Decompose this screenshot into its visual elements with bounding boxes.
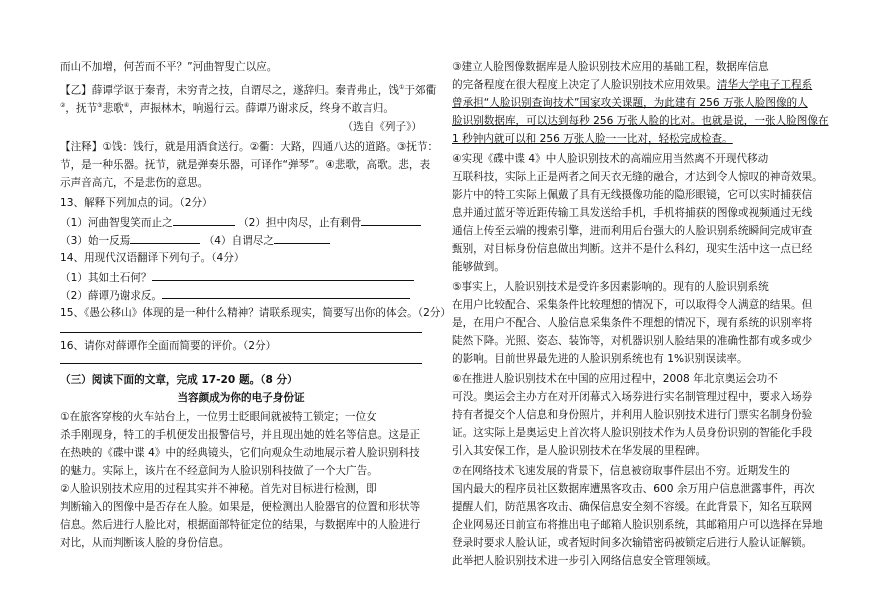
- question-item: （2）担中肉尽，止有剩骨: [238, 217, 362, 229]
- text-line: 示声音高亢，不是悲伤的意思。: [60, 177, 209, 189]
- text-span: 【乙】薛谭学讴于秦青，未穷青之技，自谓尽之，遂辞归。秦青弗止，饯: [60, 84, 399, 97]
- text-line: 在热映的《碟中谍 4》中的经典镜头，它们向观众生动地展示着人脸识别科技: [60, 447, 420, 459]
- text-line: 提醒人们，防范黑客攻击、确保信息安全刻不容缓。在此背景下，知名互联网: [452, 501, 813, 513]
- answer-blank[interactable]: [162, 287, 410, 299]
- underlined-line: 曾承担“人脸识别查询技术”国家攻关课题，为此建有 256 万张人脸图像的人: [452, 97, 808, 109]
- text-line: 引入其安保工作，是人脸识别技术在华发展的里程碑。: [452, 445, 707, 457]
- source-note: （选自《列子》）: [342, 121, 422, 133]
- text-line: 而山不加增，何苦而不平？”河曲智叟亡以应。: [60, 61, 278, 73]
- text-line: 甄别，对目标身份信息做出判断。这并不是什么科幻，现实生活中这一点已经: [452, 243, 813, 255]
- answer-blank[interactable]: [130, 232, 200, 244]
- text-line: 信息。然后进行人脸比对，根据面部特征定位的结果，与数据库中的人脸进行: [60, 519, 421, 531]
- text-line: 可没。奥运会主办方在对开闭幕式入场券进行实名制管理过程中，要求入场券: [452, 391, 813, 403]
- question-item: （2）薛谭乃谢求反。: [60, 290, 163, 302]
- text-line: 互联科技，实际上正是两者之间天衣无缝的融合，才达到令人惊叹的神奇效果。: [452, 171, 823, 183]
- text-line: 此举把人脸识别技术进一步引入网络信息安全管理领域。: [452, 555, 717, 567]
- answer-blank[interactable]: [361, 214, 421, 226]
- text-line: 陡然下降。光照、姿态、装饰等，对机器识别人脸结果的准确性都有或多或少: [452, 335, 813, 347]
- text-line: 登录时要求人脸认证，或者短时间多次输错密码被锁定后进行人脸认证解锁。: [452, 537, 813, 549]
- text-line: 国内最大的程序员社区数据库遭黑客攻击、600 余万用户信息泄露事件，再次: [452, 483, 815, 495]
- text-line: 判断输入的图像中是否存在人脸。如果是，便检测出人脸器官的位置和形状等: [60, 501, 421, 513]
- footnote-mark: ④: [123, 102, 130, 109]
- text-line: [452, 78, 814, 92]
- text-line: [60, 99, 422, 116]
- footnote-mark: ②: [60, 102, 66, 109]
- text-line: 通信上传至云端的搜索引擎，进而利用后台强大的人脸识别系统瞬间完成审查: [452, 225, 813, 237]
- answer-blank[interactable]: [152, 269, 414, 281]
- question-item: （1）河曲智叟笑而止之: [60, 217, 173, 229]
- text-line: 持有者提交个人信息和身份照片，并利用人脸识别技术进行门票实名制身份验: [452, 409, 813, 421]
- answer-line[interactable]: [60, 332, 422, 333]
- text-line: 杀手刚现身，特工的手机便发出报警信号，并且现出她的姓名等信息。这是正: [60, 429, 421, 441]
- question-14-row: [60, 269, 422, 285]
- text-span: 于郊衢: [404, 84, 437, 97]
- text-span: 悲歌: [102, 102, 124, 115]
- text-line: ②人脸识别技术应用的过程其实并不神秘。首先对目标进行检测，即: [60, 483, 377, 495]
- text-line: ⑤事实上，人脸识别技术是受许多因素影响的。现有的人脸识别系统: [452, 281, 769, 293]
- question-13-row: [60, 232, 422, 248]
- section-heading: （三）阅读下面的文章，完成 17-20 题。（8 分）: [60, 374, 298, 386]
- text-line: 的影响。目前世界最先进的人脸识别系统也有 1%识别误读率。: [452, 353, 748, 365]
- article-title: 当容颜成为你的电子身份证: [177, 392, 305, 404]
- question-14-row: [60, 287, 422, 303]
- answer-line[interactable]: [60, 363, 422, 364]
- underlined-text: 清华大学电子工程系: [716, 79, 813, 91]
- text-line: 对比，从而判断该人脸的身份信息。: [60, 537, 230, 549]
- text-line: 【注释】①饯：饯行，就是用酒食送行。②衢：大路，四通八达的道路。③抚节：: [60, 141, 439, 153]
- text-line: [60, 81, 437, 98]
- text-line: 证。这实际上是奥运史上首次将人脸识别技术作为人员身份识别的智能化手段: [452, 427, 813, 439]
- answer-blank[interactable]: [274, 232, 330, 244]
- question-14: 14、用现代汉语翻译下列句子。（4分）: [60, 252, 245, 264]
- text-line: ③建立人脸图像数据库是人脸识别技术应用的基础工程，数据库信息: [452, 61, 769, 73]
- underlined-line: 脸识别数据库，可以达到每秒 256 万张人脸的比对。也就是说，一张人脸图像在: [452, 115, 829, 127]
- text-line: 能够做到。: [452, 261, 505, 273]
- answer-blank[interactable]: [173, 214, 235, 226]
- underlined-line: 1 秒钟内就可以和 256 万张人脸一一比对，轻松完成检查。: [452, 133, 733, 145]
- text-line: 影片中的特工实际上佩戴了具有无线摄像功能的隐形眼镜，它可以实时捕获信: [452, 189, 813, 201]
- question-item: （4）自谓尽之: [203, 235, 274, 247]
- question-15: 15、《愚公移山》体现的是一种什么精神？请联系现实，简要写出你的体会。（2分）: [60, 307, 451, 319]
- text-line: ①在旅客穿梭的火车站台上，一位男士眨眼间就被特工锁定；一位女: [60, 411, 377, 423]
- text-line: 节，是一种乐器。抚节，就是弹奏乐器，可译作“弹琴”。④悲歌，高歌。悲，表: [60, 159, 431, 171]
- text-line: 息并通过蓝牙等近距传输工具发送给手机，手机将捕获的图像或视频通过无线: [452, 207, 813, 219]
- text-span: ，声振林木，响遏行云。薛谭乃谢求反，终身不敢言归。: [129, 102, 394, 115]
- text-span: ，抚节: [65, 102, 98, 115]
- text-line: 在用户比较配合、采集条件比较理想的情况下，可以取得令人满意的结果。但: [452, 299, 813, 311]
- text-line: ⑥在推进人脸识别技术在中国的应用过程中，2008 年北京奥运会功不: [452, 373, 778, 385]
- text-line: 的魅力。实际上，该片在不经意间为人脸识别科技做了一个大广告。: [60, 465, 378, 477]
- question-16: 16、请你对薛谭作全面而简要的评价。（2分）: [60, 340, 277, 352]
- question-item: （3）始一反焉: [60, 235, 131, 247]
- question-13-row: [60, 214, 422, 230]
- text-line: ④实现《碟中谍 4》中人脸识别技术的高端应用当然离不开现代移动: [452, 153, 769, 165]
- question-item: （1）其如土石何？: [60, 272, 152, 284]
- text-line: 企业网易还日前宣布将推出电子邮箱人脸识别系统，其邮箱用户可以选择在异地: [452, 519, 823, 531]
- question-13: 13、解释下列加点的词。（2分）: [60, 197, 213, 209]
- text-line: ⑦在网络技术飞速发展的背景下，信息被窃取事件层出不穷。近期发生的: [452, 465, 790, 477]
- text-span: 的完备程度在很大程度上决定了人脸识别技术应用效果。: [452, 79, 717, 91]
- footnote-mark: ③: [97, 102, 103, 109]
- footnote-mark: ①: [399, 84, 405, 91]
- text-line: 是，在用户不配合、人脸信息采集条件不理想的情况下，现有系统的识别率将: [452, 317, 813, 329]
